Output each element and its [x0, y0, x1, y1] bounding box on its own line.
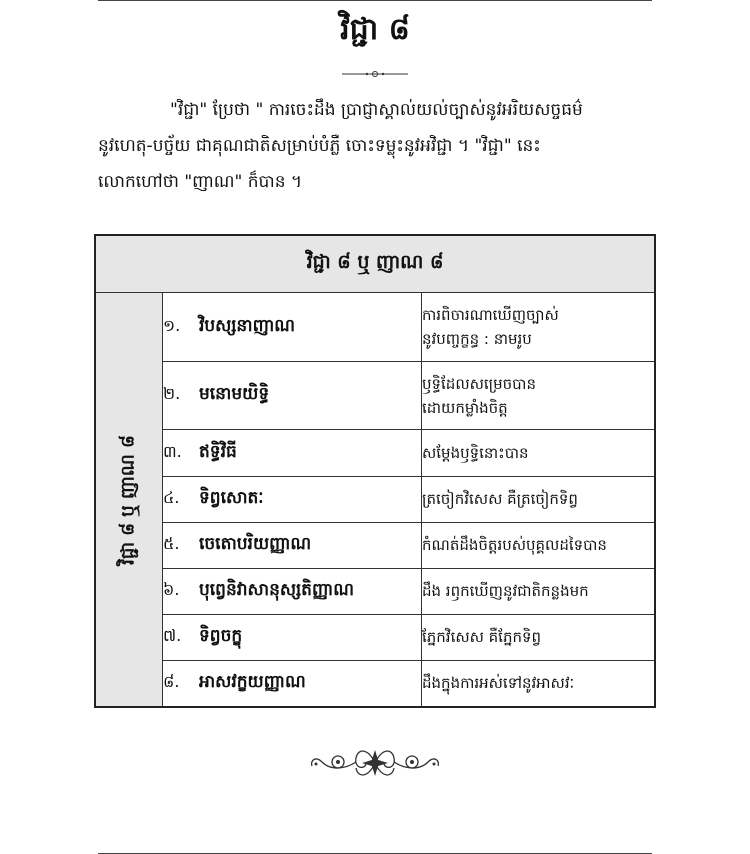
- item-cell: [163, 476, 422, 522]
- table-row: [95, 293, 655, 362]
- table-row: [95, 614, 655, 660]
- desc-cell: [422, 361, 656, 430]
- item-number: ៧.: [163, 625, 182, 645]
- desc-cell: [422, 476, 656, 522]
- item-number: ៦.: [163, 579, 180, 599]
- vijja-table: [94, 234, 656, 708]
- item-number: ៨.: [163, 671, 180, 691]
- item-name: ឥទ្ធិវិធី: [199, 441, 237, 462]
- item-cell: [163, 522, 422, 568]
- desc-line: ដោយកម្លាំងចិត្ត: [422, 398, 508, 417]
- floral-flourish-icon: [308, 740, 442, 786]
- table-row: [95, 476, 655, 522]
- title-divider-icon: [340, 70, 410, 78]
- item-number: ១.: [163, 315, 181, 335]
- desc-line: ដឹងក្នុងការអស់ទៅនូវអាសវៈ: [422, 674, 575, 693]
- item-cell: [163, 361, 422, 430]
- desc-cell: [422, 522, 656, 568]
- item-number: ៣.: [163, 441, 182, 461]
- table-row: [95, 568, 655, 614]
- desc-line: ការពិចារណាឃើញច្បាស់: [422, 306, 559, 325]
- item-cell: [163, 430, 422, 476]
- desc-cell: [422, 568, 656, 614]
- desc-cell: [422, 293, 656, 362]
- item-number: ៥.: [163, 533, 180, 553]
- item-name: មនោមយិទ្ធិ: [199, 384, 270, 405]
- item-name: ទិព្វសោតៈ: [199, 487, 264, 508]
- top-rule: [98, 0, 652, 1]
- page-title: វិជ្ជា ៨: [340, 12, 410, 47]
- desc-cell: [422, 430, 656, 476]
- desc-line: នូវបញ្ចក្ខន្ធ : នាមរូប: [422, 330, 532, 349]
- table-row: [95, 361, 655, 430]
- paragraph-line-2: នូវហេតុ-បច្ច័យ ជាគុណជាតិសម្រាប់បំភ្លឺ ចោះទម្លុះនូវអវិជ្ជា ។ "វិជ្ជា" នេះ: [98, 136, 541, 156]
- desc-line: ត្រចៀកវិសេស គឺត្រចៀកទិព្វ: [422, 490, 578, 509]
- paragraph-line-3: លោកហៅថា "ញាណ" ក៏បាន ។: [98, 172, 303, 192]
- desc-line: ឫទ្ធិដែលសម្រេចបាន: [422, 374, 536, 393]
- table-row: [95, 430, 655, 476]
- item-cell: [163, 293, 422, 362]
- intro-paragraph: [98, 92, 658, 200]
- item-name: អាសវក្ខយញ្ញាណ: [199, 671, 306, 692]
- table-row: [95, 660, 655, 707]
- item-number: ២.: [163, 384, 181, 404]
- item-number: ៤.: [163, 487, 180, 507]
- desc-cell: [422, 614, 656, 660]
- desc-cell: [422, 660, 656, 707]
- desc-line: ភ្នែកវិសេស គឺភ្នែកទិព្វ: [422, 628, 542, 647]
- side-label-cell: [95, 293, 163, 707]
- table-header: វិជ្ជា ៨ ឬ ញាណ ៨: [95, 235, 655, 293]
- side-label: វិជ្ជា ៨ ឬ ញាណ ៨: [117, 434, 139, 565]
- paragraph-line-1: "វិជ្ជា" ប្រែថា " ការចេះដឹង ប្រាជ្ញាស្គាល់យល់ច្បាស់នូវអរិយសច្ចធម៌: [170, 100, 583, 120]
- item-cell: [163, 660, 422, 707]
- desc-line: កំណត់ដឹងចិត្តរបស់បុគ្គលដទៃបាន: [422, 536, 607, 555]
- desc-line: ដឹង រឭកឃើញនូវជាតិកន្លងមក: [422, 582, 589, 601]
- item-name: ចេតោបរិយញ្ញាណ: [199, 533, 312, 554]
- item-cell: [163, 568, 422, 614]
- item-name: វិបស្សនាញាណ: [199, 315, 295, 336]
- item-name: ទិព្វចក្ខុ: [199, 625, 243, 646]
- item-name: បុព្វេនិវាសានុស្សតិញ្ញាណ: [199, 579, 354, 600]
- desc-line: សម្ដែងឫទ្ធិនោះបាន: [422, 444, 529, 462]
- table-row: [95, 522, 655, 568]
- item-cell: [163, 614, 422, 660]
